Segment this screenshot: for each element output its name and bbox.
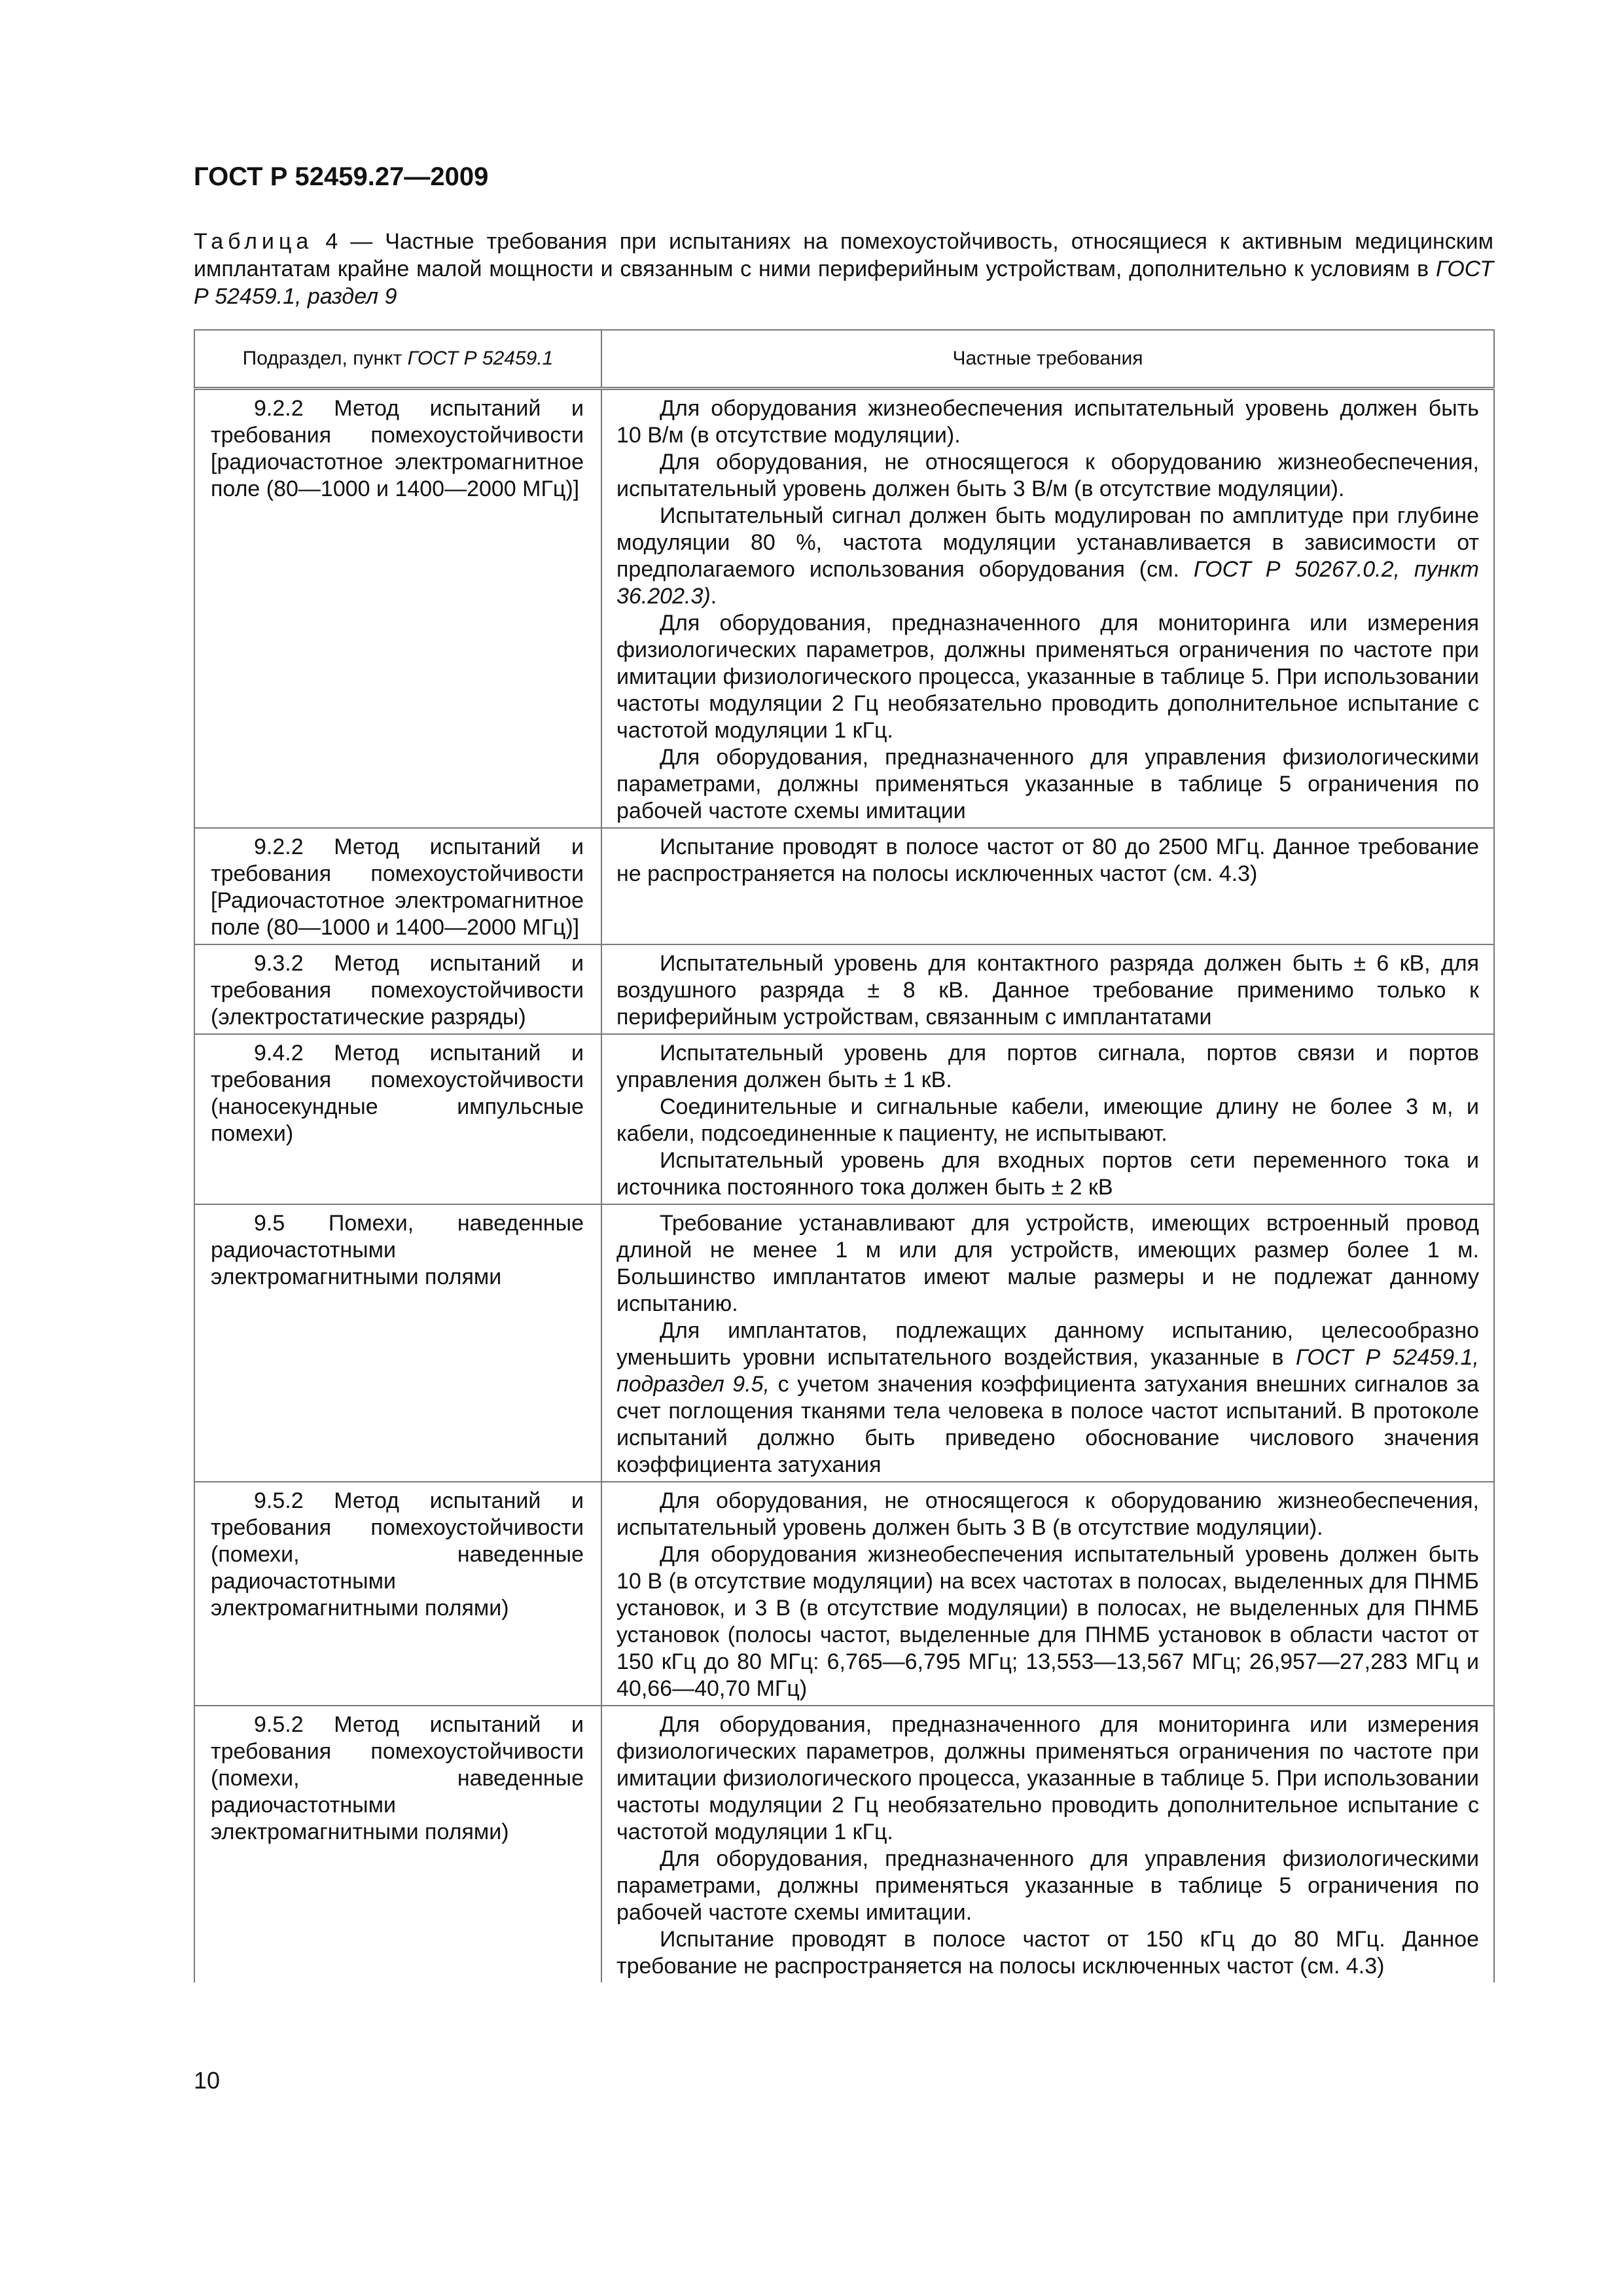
- section-text: 9.4.2 Метод испытаний и требования помехоустойчивости (наносекундные импульсные помехи): [211, 1041, 584, 1146]
- requirements-cell: [601, 1482, 1494, 1706]
- document-header: ГОСТ Р 52459.27—2009: [194, 162, 489, 191]
- requirement-paragraph: Для оборудования, не относящегося к оборудованию жизнеобеспечения, испытательный уровень должен быть 3 В (в отсутствие модуляции).: [616, 1488, 1479, 1540]
- section-cell: [194, 828, 601, 944]
- requirements-cell: [601, 389, 1494, 829]
- page-number: 10: [194, 2067, 221, 2094]
- caption-number: 4: [325, 229, 338, 254]
- section-text: 9.5.2 Метод испытаний и требования помехоустойчивости (помехи, наведенные радиочастотными электромагнитными полями): [211, 1712, 584, 1844]
- column-header-section-ref: ГОСТ Р 52459.1: [407, 348, 554, 369]
- requirements-cell: [601, 944, 1494, 1034]
- section-cell: [194, 1482, 601, 1706]
- table-row: [194, 1204, 1494, 1482]
- requirement-text: Для имплантатов, подлежащих данному испытанию, целесообразно уменьшить уровни испытательного воздействия, указанные в: [616, 1318, 1479, 1370]
- requirement-paragraph: Испытательный уровень для входных портов сети переменного тока и источника постоянного тока должен быть ± 2 кВ: [616, 1148, 1479, 1200]
- table-row: [194, 944, 1494, 1034]
- section-text: 9.2.2 Метод испытаний и требования помехоустойчивости [радиочастотное электромагнитное поле (80—1000 и 1400—2000 МГц)]: [211, 396, 584, 501]
- requirement-paragraph: Требование устанавливают для устройств, имеющих встроенный провод длиной не менее 1 м или для устройств, имеющих размер более 1 м. Большинство имплантатов имеют малые размеры и не подлежат данному испытанию.: [616, 1211, 1479, 1316]
- standard-reference: ГОСТ Р 52459.1, подраздел 9.5,: [616, 1345, 1479, 1397]
- section-text: 9.5.2 Метод испытаний и требования помехоустойчивости (помехи, наведенные радиочастотными электромагнитными полями): [211, 1488, 584, 1621]
- caption-reference: ГОСТ Р 52459.1, раздел 9: [194, 257, 1493, 309]
- requirement-paragraph: Для оборудования, не относящегося к оборудованию жизнеобеспечения, испытательный уровень должен быть 3 В/м (в отсутствие модуляции).: [616, 450, 1479, 501]
- section-text: 9.5 Помехи, наведенные радиочастотными электромагнитными полями: [211, 1211, 584, 1289]
- section-cell: [194, 1204, 601, 1482]
- table-row: [194, 389, 1494, 829]
- requirement-text: Испытательный сигнал должен быть модулирован по амплитуде при глубине модуляции 80 %, частота модуляции устанавливается в зависимости от предполагаемого использования оборудования (см.: [616, 503, 1479, 582]
- requirements-table: [194, 329, 1495, 1982]
- requirement-paragraph: [616, 503, 1479, 610]
- column-header-requirements: Частные требования: [601, 330, 1494, 389]
- standard-reference: ГОСТ Р 50267.0.2, пункт 36.202.3): [616, 557, 1479, 609]
- section-cell: [194, 1034, 601, 1204]
- column-header-section-text: Подраздел, пункт: [242, 348, 408, 369]
- requirement-paragraph: Для оборудования, предназначенного для управления физиологическими параметрами, должны применяться указанные в таблице 5 ограничения по рабочей частоте схемы имитации: [616, 745, 1479, 823]
- requirements-cell: [601, 1034, 1494, 1204]
- table-row: [194, 1706, 1494, 1982]
- requirement-paragraph: Испытательный уровень для контактного разряда должен быть ± 6 кВ, для воздушного разряда ± 8 кВ. Данное требование применимо только к периферийным устройствам, связанным с имплантатами: [616, 951, 1479, 1030]
- section-text: 9.2.2 Метод испытаний и требования помехоустойчивости [Радиочастотное электромагнитное поле (80—1000 и 1400—2000 МГц)]: [211, 834, 584, 940]
- section-cell: [194, 1706, 601, 1982]
- section-cell: [194, 944, 601, 1034]
- table-row: [194, 828, 1494, 944]
- table-caption: [194, 228, 1493, 310]
- requirements-cell: [601, 1204, 1494, 1482]
- requirements-cell: [601, 828, 1494, 944]
- requirement-text: с учетом значения коэффициента затухания внешних сигналов за счет поглощения тканями тела человека в полосе частот испытаний. В протоколе испытаний должно быть приведено обоснование числового значения коэффициента затухания: [616, 1372, 1479, 1477]
- requirement-text: .: [710, 584, 717, 609]
- section-text: 9.3.2 Метод испытаний и требования помехоустойчивости (электростатические разряды): [211, 951, 584, 1030]
- caption-text: — Частные требования при испытаниях на помехоустойчивость, относящиеся к активным медицинским имплантатам крайне малой мощности и связанным с ними периферийным устройствам, дополнительно к условиям в: [194, 229, 1494, 281]
- table-header-row: [194, 330, 1494, 389]
- requirement-paragraph: Для оборудования, предназначенного для мониторинга или измерения физиологических параметров, должны применяться ограничения по частоте при имитации физиологического процесса, указанные в таблице 5. При использовании частоты модуляции 2 Гц необязательно проводить дополнительное испытание с частотой модуляции 1 кГц.: [616, 1712, 1479, 1844]
- requirement-paragraph: Соединительные и сигнальные кабели, имеющие длину не более 3 м, и кабели, подсоединенные к пациенту, не испытывают.: [616, 1094, 1479, 1146]
- requirement-paragraph: Испытание проводят в полосе частот от 150 кГц до 80 МГц. Данное требование не распространяется на полосы исключенных частот (см. 4.3): [616, 1927, 1479, 1979]
- requirement-paragraph: Испытание проводят в полосе частот от 80 до 2500 МГц. Данное требование не распространяется на полосы исключенных частот (см. 4.3): [616, 834, 1479, 886]
- requirement-paragraph: Испытательный уровень для портов сигнала, портов связи и портов управления должен быть ± 1 кВ.: [616, 1041, 1479, 1092]
- caption-label: Таблица: [194, 229, 313, 254]
- section-cell: [194, 389, 601, 829]
- requirement-paragraph: [616, 1318, 1479, 1479]
- requirement-paragraph: Для оборудования жизнеобеспечения испытательный уровень должен быть 10 В (в отсутствие модуляции) на всех частотах в полосах, выделенных для ПНМБ установок, и 3 В (в отсутствие модуляции) в полосах, не выделенных для ПНМБ установок (полосы частот, выделенные для ПНМБ установок в области частот от 150 кГц до 80 МГц: 6,765—6,795 МГц; 13,553—13,567 МГц; 26,957—27,283 МГц и 40,66—40,70 МГц): [616, 1542, 1479, 1701]
- requirement-paragraph: Для оборудования, предназначенного для мониторинга или измерения физиологических параметров, должны применяться ограничения по частоте при имитации физиологического процесса, указанные в таблице 5. При использовании частоты модуляции 2 Гц необязательно проводить дополнительное испытание с частотой модуляции 1 кГц.: [616, 611, 1479, 743]
- requirement-paragraph: Для оборудования жизнеобеспечения испытательный уровень должен быть 10 В/м (в отсутствие модуляции).: [616, 396, 1479, 448]
- requirements-cell: [601, 1706, 1494, 1982]
- requirement-paragraph: Для оборудования, предназначенного для управления физиологическими параметрами, должны применяться указанные в таблице 5 ограничения по рабочей частоте схемы имитации.: [616, 1846, 1479, 1925]
- column-header-section: [194, 330, 601, 389]
- table-row: [194, 1034, 1494, 1204]
- table-row: [194, 1482, 1494, 1706]
